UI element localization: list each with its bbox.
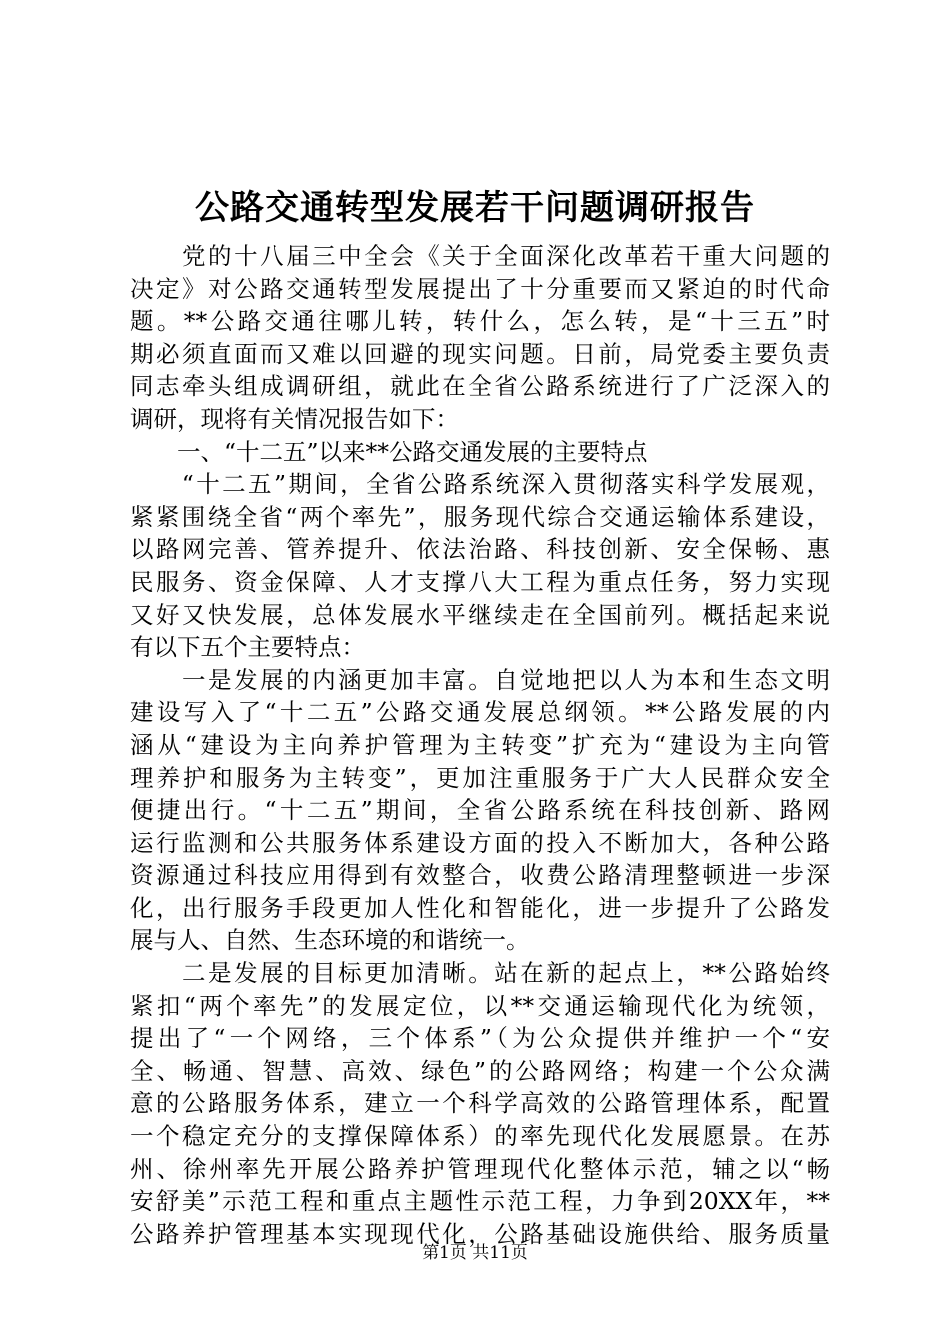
text-line: 一个稳定充分的支撑保障体系）的率先现代化发展愿景。在苏 [130, 1122, 830, 1151]
text-line: 紧紧围绕全省“两个率先”，服务现代综合交通运输体系建设， [130, 502, 830, 531]
text-line: 同志牵头组成调研组，就此在全省公路系统进行了广泛深入的 [130, 372, 830, 401]
text-line: 又好又快发展，总体发展水平继续走在全国前列。概括起来说 [130, 600, 830, 629]
text-line: 化，出行服务手段更加人性化和智能化，进一步提升了公路发 [130, 893, 830, 922]
text-line: 提出了“一个网络，三个体系”（为公众提供并维护一个“安 [130, 1024, 830, 1053]
text-line: 期必须直面而又难以回避的现实问题。日前，局党委主要负责 [130, 339, 830, 368]
text-line: 运行监测和公共服务体系建设方面的投入不断加大，各种公路 [130, 828, 830, 857]
text-line: 理养护和服务为主转变”，更加注重服务于广大人民群众安全 [130, 763, 830, 792]
text-line: “十二五”期间，全省公路系统深入贯彻落实科学发展观， [130, 470, 830, 499]
text-line: 一、“十二五”以来**公路交通发展的主要特点 [130, 437, 648, 466]
text-line: 展与人、自然、生态环境的和谐统一。 [130, 926, 530, 955]
text-line: 涵从“建设为主向养护管理为主转变”扩充为“建设为主向管 [130, 730, 830, 759]
text-line: 一是发展的内涵更加丰富。自觉地把以人为本和生态文明 [130, 665, 830, 694]
text-line: 调研，现将有关情况报告如下： [130, 404, 459, 433]
page-footer: 第1页 共11页 [422, 1243, 528, 1263]
text-line: 州、徐州率先开展公路养护管理现代化整体示范，辅之以“畅 [130, 1154, 830, 1183]
text-line: 民服务、资金保障、人才支撑八大工程为重点任务，努力实现 [130, 567, 830, 596]
text-line: 以路网完善、管养提升、依法治路、科技创新、安全保畅、惠 [130, 535, 830, 564]
text-line: 安舒美”示范工程和重点主题性示范工程，力争到20XX年，** [130, 1187, 830, 1216]
text-line: 党的十八届三中全会《关于全面深化改革若干重大问题的 [130, 242, 830, 270]
text-line: 全、畅通、智慧、高效、绿色”的公路网络；构建一个公众满 [130, 1056, 830, 1085]
text-line: 题。**公路交通往哪儿转，转什么，怎么转，是“十三五”时 [130, 307, 830, 336]
text-line: 公路养护管理基本实现现代化，公路基础设施供给、服务质量 [130, 1219, 830, 1248]
text-line: 紧扣“两个率先”的发展定位，以**交通运输现代化为统领， [130, 991, 830, 1020]
text-line: 有以下五个主要特点： [130, 633, 365, 662]
body-text [130, 240, 830, 1250]
text-line: 意的公路服务体系，建立一个科学高效的公路管理体系，配置 [130, 1089, 830, 1118]
text-line: 建设写入了“十二五”公路交通发展总纲领。**公路发展的内 [130, 698, 830, 727]
text-line: 资源通过科技应用得到有效整合，收费公路清理整顿进一步深 [130, 861, 830, 890]
text-line: 决定》对公路交通转型发展提出了十分重要而又紧迫的时代命 [130, 274, 830, 303]
text-line: 二是发展的目标更加清晰。站在新的起点上，**公路始终 [130, 959, 830, 988]
text-line: 便捷出行。“十二五”期间，全省公路系统在科技创新、路网 [130, 796, 830, 825]
page-title: 公路交通转型发展若干问题调研报告 [195, 188, 755, 228]
